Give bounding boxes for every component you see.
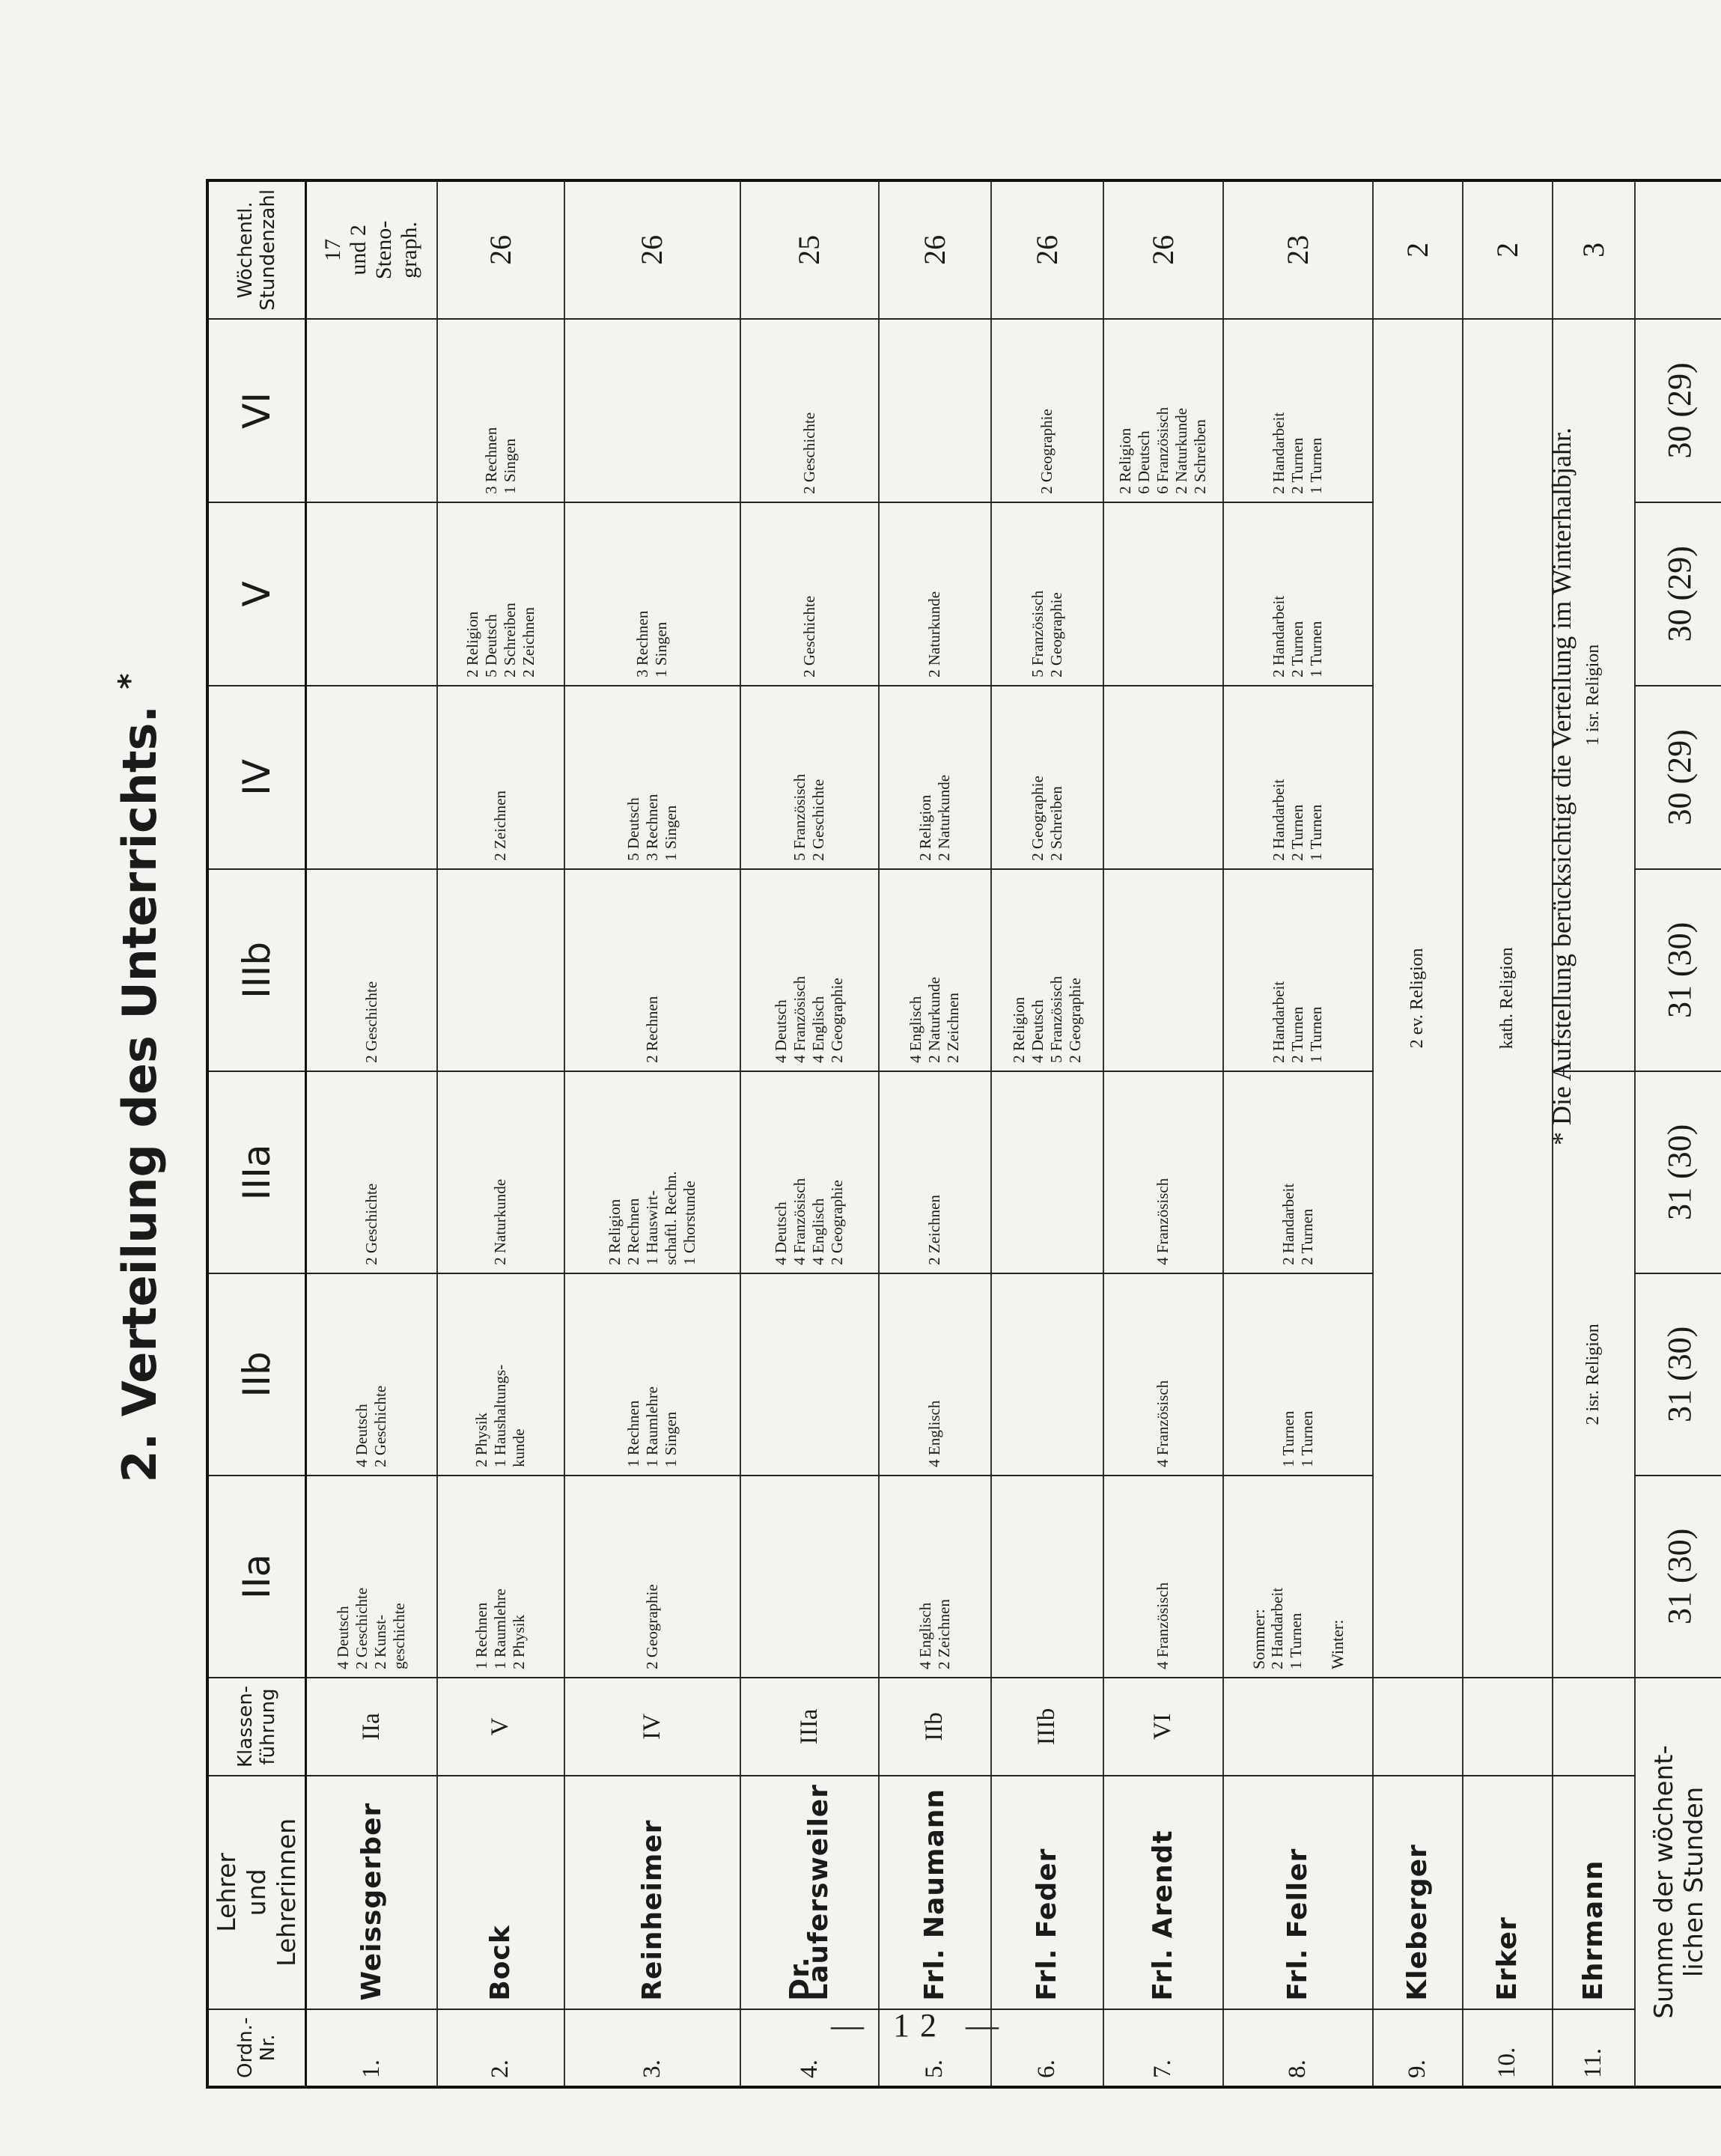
cell-line: 1 Singen <box>652 621 670 677</box>
subject-cell <box>879 319 991 502</box>
sum-value: 30 (29) <box>1635 686 1721 869</box>
cell-line: 4 Englisch <box>916 1602 934 1669</box>
cell-line: 2 Zeichnen <box>934 1599 953 1669</box>
cell-line: 26 <box>1145 234 1180 265</box>
cell-line: 1 Raumlehre <box>642 1386 661 1467</box>
cell-line: 1 Rechnen <box>624 1400 642 1467</box>
class-lead: V <box>437 1678 564 1776</box>
subject-cell <box>879 1273 991 1476</box>
cell-line: 4 Französisch <box>1154 1582 1172 1669</box>
subject-cell <box>1223 686 1373 869</box>
class-lead <box>1553 1678 1635 1776</box>
cell-line: 2 Naturkunde <box>925 591 943 677</box>
teacher-name: Dr. Laufersweiler <box>740 1776 879 2009</box>
sum-value: 31 (30) <box>1635 1071 1721 1273</box>
cell-line: 2 Turnen <box>1288 804 1306 861</box>
cell-line: 2 Handarbeit <box>1270 412 1288 494</box>
teacher-name: Ehrmann <box>1553 1776 1635 2009</box>
cell-line: 2 Rechnen <box>642 996 661 1063</box>
subject-cell <box>879 869 991 1071</box>
header-class-lead: Klassen- führung <box>207 1678 306 1776</box>
cell-line: 5 Deutsch <box>481 614 500 677</box>
cell-line: 1 Singen <box>661 805 680 861</box>
cell-line: geschichte <box>390 1603 409 1669</box>
subject-cell <box>1223 502 1373 686</box>
table-row <box>879 180 991 2087</box>
cell-line: 1 Turnen <box>1307 1006 1325 1063</box>
cell-line: 2 Geographie <box>1065 978 1084 1063</box>
cell-line: 4 Französisch <box>791 1178 808 1265</box>
subject-cell <box>1103 319 1223 502</box>
subject-cell <box>1223 869 1373 1071</box>
cell-line: 2 Handarbeit <box>1279 1183 1297 1265</box>
cell-line: 1 Turnen <box>1297 1410 1316 1467</box>
cell-line: 2 Handarbeit <box>1267 1587 1286 1669</box>
subject-cell <box>1103 686 1223 869</box>
class-lead <box>1463 1678 1553 1776</box>
cell-line: 5 Französisch <box>1028 590 1047 677</box>
subject-cell <box>306 686 437 869</box>
cell-line: 1 Chorstunde <box>680 1181 698 1265</box>
table-row <box>1463 180 1553 2087</box>
cell-line: 2 Turnen <box>1288 1006 1306 1063</box>
cell-line: 4 Englisch <box>907 996 925 1063</box>
cell-line: 6 Deutsch <box>1135 430 1153 494</box>
class-lead: IIa <box>306 1678 437 1776</box>
subject-cell <box>740 1273 879 1476</box>
subject-cell <box>306 1273 437 1476</box>
cell-line: 2 Geographie <box>828 978 846 1063</box>
cell-line: 4 Deutsch <box>353 1404 371 1467</box>
cell-line: 2 Geographie <box>1028 776 1047 861</box>
teacher-name: Frl. Feder <box>991 1776 1103 2009</box>
cell-line: 26 <box>917 234 951 265</box>
cell-line: 2 Geographie <box>1038 409 1056 494</box>
cell-line: 4 Deutsch <box>772 1202 790 1265</box>
subject-cell <box>991 502 1103 686</box>
header-nr: Ordn.-Nr. <box>207 2009 306 2087</box>
subject-cell <box>991 869 1103 1071</box>
subject-cell <box>437 502 564 686</box>
rotated-page-content <box>112 67 1709 2089</box>
class-lead: IIIb <box>991 1678 1103 1776</box>
subject-cell <box>1103 1071 1223 1273</box>
subject-cell <box>740 1476 879 1678</box>
cell-line: 1 Turnen <box>1279 1410 1297 1467</box>
subject-cell <box>437 319 564 502</box>
cell-line: 4 Deutsch <box>334 1606 353 1669</box>
summer-label: Sommer: <box>1249 1609 1268 1669</box>
row-number: 6. <box>991 2009 1103 2087</box>
cell-line: 2 Physik <box>472 1412 490 1467</box>
spanning-subject-cell: 2 isr. Religion <box>1553 1071 1635 1678</box>
cell-line: 2 Geschichte <box>799 595 818 677</box>
cell-line: 4 Deutsch <box>772 999 790 1063</box>
cell-line: 2 Religion <box>463 611 481 677</box>
cell-line: 2 Geschichte <box>362 1183 380 1265</box>
title-footnote-mark: * <box>112 673 147 689</box>
cell-line: 2 <box>1490 242 1524 258</box>
cell-line: 2 Religion <box>916 794 934 861</box>
sum-value: 30 (29) <box>1635 319 1721 502</box>
sum-value: 31 (30) <box>1635 869 1721 1071</box>
cell-line: 1 Turnen <box>1307 621 1325 677</box>
subject-cell <box>1103 869 1223 1071</box>
subject-cell <box>740 869 879 1071</box>
winter-label: Winter: <box>1327 1619 1347 1669</box>
cell-line: 25 <box>792 234 826 265</box>
subject-cell <box>1223 1476 1373 1678</box>
header-class-iia: IIa <box>207 1476 306 1678</box>
subject-cell <box>740 1071 879 1273</box>
header-class-v: V <box>207 502 306 686</box>
subject-cell <box>306 502 437 686</box>
table-row <box>564 180 740 2087</box>
subject-cell <box>1223 1273 1373 1476</box>
cell-line: 2 Turnen <box>1297 1208 1316 1265</box>
header-class-iiib: IIIb <box>207 869 306 1071</box>
teacher-name: Kleberger <box>1373 1776 1463 2009</box>
cell-line: 26 <box>1029 234 1064 265</box>
row-number: 2. <box>437 2009 564 2087</box>
cell-line: 1 Rechnen <box>472 1602 490 1669</box>
row-number: 3. <box>564 2009 740 2087</box>
cell-line: 26 <box>483 234 517 265</box>
cell-line: 1 Hauswirt- <box>642 1190 661 1265</box>
cell-line: 1 Haushaltungs- <box>491 1364 509 1467</box>
cell-line: 1 Raumlehre <box>491 1588 509 1669</box>
cell-line: 1 Turnen <box>1307 437 1325 494</box>
row-number: 11. <box>1553 2009 1635 2087</box>
cell-line: 2 Geographie <box>828 1180 846 1265</box>
weekly-hours <box>306 180 437 319</box>
subject-cell <box>564 502 740 686</box>
subject-cell <box>306 1476 437 1678</box>
header-hours: Wöchentl. Stundenzahl <box>207 180 306 319</box>
header-teacher: Lehrer und Lehrerinnen <box>207 1776 306 2009</box>
class-lead: IIb <box>879 1678 991 1776</box>
page-number: — 12 — <box>831 2007 1009 2044</box>
cell-line: 1 Turnen <box>1286 1613 1305 1669</box>
weekly-hours <box>1553 180 1635 319</box>
cell-line: 4 Französisch <box>1154 1380 1172 1467</box>
cell-line: 1 Turnen <box>1307 804 1325 861</box>
title-text: 2. Verteilung des Unterrichts. <box>112 705 167 1483</box>
subject-cell <box>1223 319 1373 502</box>
sum-value: 30 (29) <box>1635 502 1721 686</box>
subject-cell <box>437 1273 564 1476</box>
weekly-hours <box>1103 180 1223 319</box>
cell-line: 2 <box>1400 242 1434 258</box>
class-lead: IV <box>564 1678 740 1776</box>
cell-line: 2 Naturkunde <box>491 1178 509 1265</box>
cell-line: 1 Singen <box>661 1411 680 1467</box>
cell-line: 5 Französisch <box>1047 975 1065 1063</box>
sum-label <box>1635 1678 1721 2087</box>
subject-cell <box>991 1476 1103 1678</box>
weekly-hours <box>1223 180 1373 319</box>
header-class-vi: VI <box>207 319 306 502</box>
cell-line: Summe der wöchent- <box>1649 1745 1679 2019</box>
subject-cell <box>879 1476 991 1678</box>
cell-line: 2 Zeichnen <box>491 791 509 861</box>
row-number: 1. <box>306 2009 437 2087</box>
cell-line: 2 Naturkunde <box>1172 407 1190 494</box>
cell-line: 2 Handarbeit <box>1270 595 1288 677</box>
cell-line: 2 Geographie <box>1047 592 1065 677</box>
cell-line: 2 Physik <box>510 1614 528 1669</box>
weekly-hours <box>879 180 991 319</box>
teacher-name: Bock <box>437 1776 564 2009</box>
subject-cell <box>437 1071 564 1273</box>
subject-cell <box>879 502 991 686</box>
subject-cell <box>740 502 879 686</box>
row-number: 7. <box>1103 2009 1223 2087</box>
sum-value: 31 (30) <box>1635 1273 1721 1476</box>
class-lead: IIIa <box>740 1678 879 1776</box>
cell-line: 5 Französisch <box>791 773 808 861</box>
cell-line: 1 Singen <box>500 438 519 494</box>
cell-line: 2 Religion <box>605 1199 624 1265</box>
cell-line: kunde <box>510 1428 528 1467</box>
cell-line: 2 Geschichte <box>799 412 818 494</box>
subject-cell <box>306 319 437 502</box>
spanning-subject-cell: 1 isr. Religion <box>1553 319 1635 1071</box>
cell-line: 2 Religion <box>1116 427 1134 494</box>
cell-line: 2 Geschichte <box>362 981 380 1063</box>
cell-line: 6 Französisch <box>1154 406 1172 494</box>
row-number: 8. <box>1223 2009 1373 2087</box>
class-lead <box>1223 1678 1373 1776</box>
table-row <box>1103 180 1223 2087</box>
cell-line: und 2 <box>346 225 371 275</box>
cell-line: 2 Geographie <box>642 1584 661 1669</box>
teacher-name: Frl. Arendt <box>1103 1776 1223 2009</box>
cell-line: 2 Rechnen <box>624 1198 642 1265</box>
cell-line: 2 Schreiben <box>500 603 519 677</box>
teaching-distribution-table <box>206 179 1721 2089</box>
cell-line: 4 Englisch <box>809 996 827 1063</box>
subject-cell <box>564 869 740 1071</box>
cell-line: 2 Turnen <box>1288 621 1306 677</box>
cell-line: lichen Stunden <box>1679 1786 1709 1978</box>
cell-line: 2 Zeichnen <box>519 607 537 677</box>
weekly-hours <box>991 180 1103 319</box>
cell-line: schaftl. Rechn. <box>661 1171 680 1265</box>
cell-line: 3 Rechnen <box>642 794 661 861</box>
cell-line: 5 Deutsch <box>624 797 642 861</box>
cell-line: 2 Geschichte <box>809 779 827 861</box>
cell-line: 17 <box>320 238 346 261</box>
cell-line: 4 Englisch <box>925 1400 943 1467</box>
cell-line: 4 Französisch <box>1154 1178 1172 1265</box>
subject-cell <box>564 1476 740 1678</box>
weekly-hours <box>564 180 740 319</box>
teacher-name: Erker <box>1463 1776 1553 2009</box>
subject-cell <box>564 686 740 869</box>
subject-cell <box>564 1273 740 1476</box>
cell-line: 3 Rechnen <box>481 427 500 494</box>
subject-cell <box>1103 502 1223 686</box>
subject-cell <box>1103 1273 1223 1476</box>
subject-cell <box>306 1071 437 1273</box>
subject-cell <box>564 1071 740 1273</box>
cell-line: 23 <box>1280 234 1315 265</box>
class-lead <box>1373 1678 1463 1776</box>
subject-cell <box>991 1273 1103 1476</box>
row-number: 10. <box>1463 2009 1553 2087</box>
cell-line: 2 Kunst- <box>371 1614 390 1669</box>
subject-cell <box>991 319 1103 502</box>
sum-row <box>1635 180 1721 2087</box>
sum-empty <box>1635 180 1721 319</box>
spanning-subject-cell: 2 ev. Religion <box>1373 319 1463 1678</box>
page-title <box>112 67 167 2089</box>
subject-cell <box>437 1476 564 1678</box>
table-row <box>306 180 437 2087</box>
spanning-subject-cell: kath. Religion <box>1463 319 1553 1678</box>
subject-cell <box>991 1071 1103 1273</box>
cell-line: graph. <box>397 222 422 278</box>
subject-cell <box>437 686 564 869</box>
subject-cell <box>740 686 879 869</box>
cell-line: Steno- <box>371 220 397 280</box>
subject-cell <box>306 869 437 1071</box>
teacher-name: Frl. Naumann <box>879 1776 991 2009</box>
header-class-iiia: IIIa <box>207 1071 306 1273</box>
table-row <box>1223 180 1373 2087</box>
table-row <box>437 180 564 2087</box>
subject-cell <box>740 319 879 502</box>
table-row <box>1373 180 1463 2087</box>
cell-line: 2 Geschichte <box>371 1385 390 1467</box>
weekly-hours <box>437 180 564 319</box>
cell-line: 2 Geschichte <box>353 1587 371 1669</box>
cell-line: 3 <box>1576 242 1610 258</box>
header-class-iv: IV <box>207 686 306 869</box>
weekly-hours <box>1373 180 1463 319</box>
header-row <box>207 180 306 2087</box>
cell-line: 2 Handarbeit <box>1270 981 1288 1063</box>
subject-cell <box>437 869 564 1071</box>
cell-line: 2 Schreiben <box>1047 786 1065 861</box>
cell-line: 4 Französisch <box>791 975 808 1063</box>
cell-line: 3 Rechnen <box>633 610 651 677</box>
weekly-hours <box>740 180 879 319</box>
table-row <box>991 180 1103 2087</box>
subject-cell <box>879 1071 991 1273</box>
cell-line: 2 Religion <box>1009 996 1028 1063</box>
cell-line: 2 Naturkunde <box>934 774 953 861</box>
subject-cell <box>879 686 991 869</box>
weekly-hours <box>1463 180 1553 319</box>
subject-cell <box>1103 1476 1223 1678</box>
cell-line: 2 Handarbeit <box>1270 779 1288 861</box>
teacher-name: Reinheimer <box>564 1776 740 2009</box>
footnote: * Die Aufstellung berücksichtigt die Verteilung im Winterhalbjahr. <box>1547 427 1577 1145</box>
cell-line: 2 Schreiben <box>1191 419 1209 494</box>
teacher-name: Weissgerber <box>306 1776 437 2009</box>
subject-cell <box>991 686 1103 869</box>
teacher-name: Frl. Feller <box>1223 1776 1373 2009</box>
cell-line: 2 Naturkunde <box>925 976 943 1063</box>
cell-line: 26 <box>635 234 668 265</box>
class-lead: VI <box>1103 1678 1223 1776</box>
header-class-iib: IIb <box>207 1273 306 1476</box>
row-number: 4. <box>740 2009 879 2087</box>
subject-cell <box>1223 1071 1373 1273</box>
cell-line: 2 Zeichnen <box>925 1195 943 1265</box>
cell-line: 4 Deutsch <box>1028 999 1047 1063</box>
row-number: 9. <box>1373 2009 1463 2087</box>
sum-value: 31 (30) <box>1635 1476 1721 1678</box>
cell-line: 2 Turnen <box>1288 437 1306 494</box>
table-row <box>740 180 879 2087</box>
cell-line: 4 Englisch <box>809 1198 827 1265</box>
row-number: 5. <box>879 2009 991 2087</box>
subject-cell <box>564 319 740 502</box>
cell-line: 2 Zeichnen <box>944 993 962 1063</box>
